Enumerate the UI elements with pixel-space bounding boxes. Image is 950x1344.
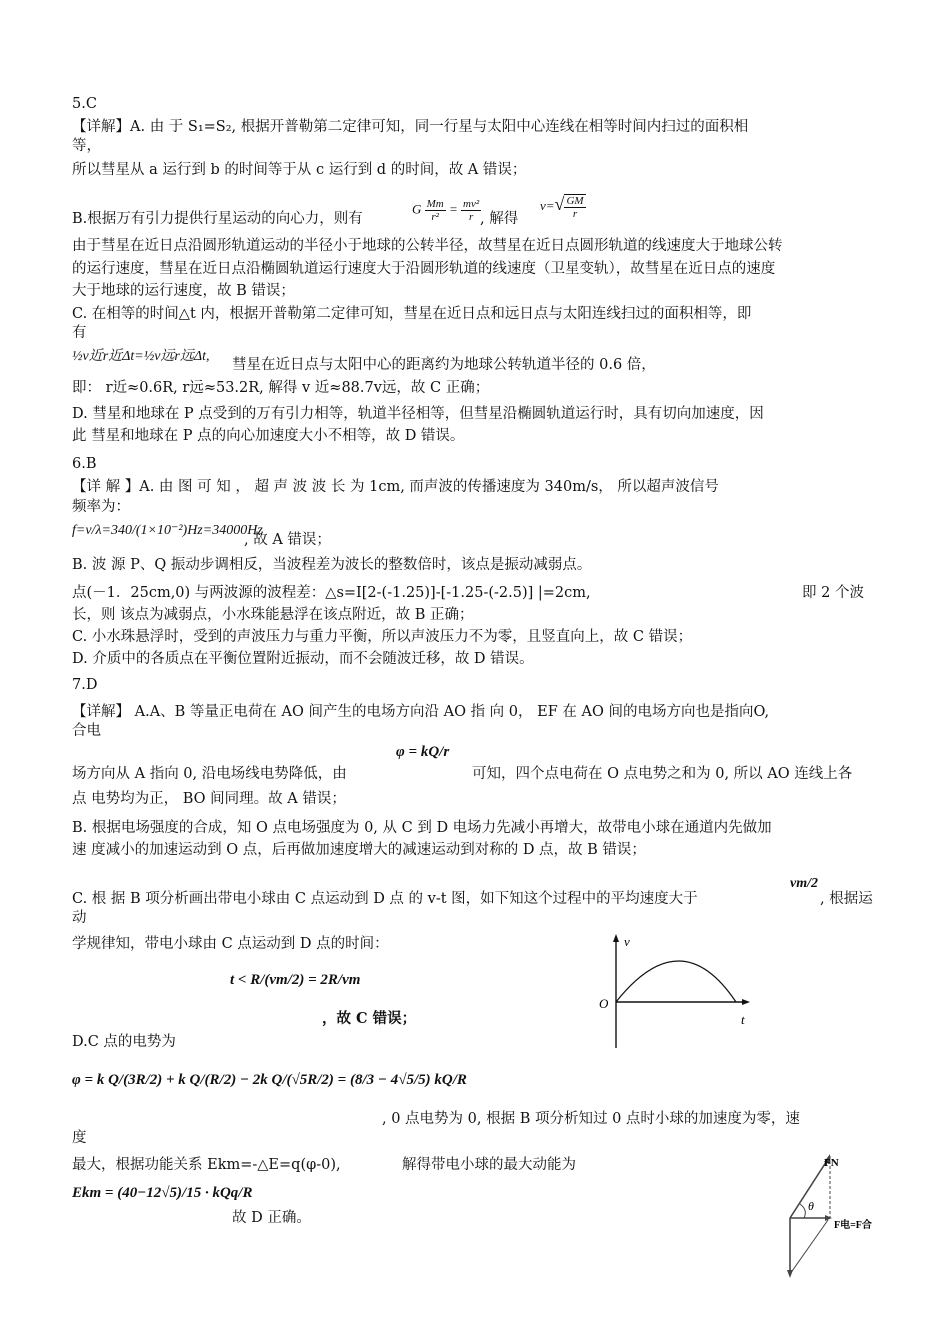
q7-line11: D.C 点的电势为 bbox=[72, 1034, 176, 1050]
v-t-graph bbox=[596, 930, 786, 1055]
q7-line13: 度 bbox=[72, 1130, 87, 1146]
q7-answer: 7.D bbox=[72, 677, 98, 693]
vm-half-formula: vm/2 bbox=[790, 876, 818, 891]
q5-line7: 大于地球的运行速度，故 B 错误； bbox=[72, 283, 295, 299]
q7-line4: 点 电势均为正， BO 间同理。故 A 错误； bbox=[72, 791, 346, 807]
q5-line4b: , 解得 bbox=[480, 211, 519, 227]
q7-line8: 动 bbox=[72, 910, 87, 926]
q6-line2: 频率为： bbox=[72, 499, 130, 515]
force-diagram bbox=[770, 1148, 890, 1284]
q5-line6: 的运行速度，彗星在近日点沿椭圆轨道运行速度大于沿圆形轨道的线速度（卫星变轨），故彗星在近日点的速度 bbox=[72, 261, 776, 277]
q7-line7b: , 根据运 bbox=[820, 891, 873, 907]
Ekm-formula: Ekm = (40−12√5)/15 · kQq/R bbox=[72, 1185, 253, 1201]
q6-answer: 6.B bbox=[72, 456, 97, 472]
theta-label: θ bbox=[808, 1199, 814, 1213]
phiC-formula: φ = k Q/(3R/2) + k Q/(R/2) − 2k Q/(√5R/2) = (8/3 − 4√5/5) kQ/R bbox=[72, 1072, 467, 1088]
q5-line8: C. 在相等的时间△t 内，根据开普勒第二定律可知，彗星在近日点和远日点与太阳连线扫过的面积相等，即 bbox=[72, 306, 752, 322]
q7-line10: ，故 C 错误； bbox=[322, 1010, 417, 1027]
t-axis-label: t bbox=[741, 1012, 745, 1027]
q7-line9: 学规律知，带电小球由 C 点运动到 D 点的时间： bbox=[72, 936, 389, 952]
q7-line14a: 最大，根据功能关系 Ekm=-△E=q(φ-0), bbox=[72, 1157, 341, 1173]
q5-answer: 5.C bbox=[72, 96, 97, 112]
q5-line10: 彗星在近日点与太阳中心的距离约为地球公转轨道半径的 0.6 倍， bbox=[232, 357, 656, 373]
q5-line13: 此 彗星和地球在 P 点的向心加速度大小不相等，故 D 错误。 bbox=[72, 428, 465, 444]
q7-line7a: C. 根 据 B 项分析画出带电小球由 C 点运动到 D 点 的 v-t 图，如下知这个过程中的平均速度大于 bbox=[72, 891, 698, 907]
q7-line14b: 解得带电小球的最大动能为 bbox=[402, 1157, 576, 1173]
velocity-formula: v=√ $\frac{GM}{r}$ bbox=[540, 194, 584, 221]
q6-line5b: 即 2 个波 bbox=[802, 585, 864, 601]
q5-line1: 【详解】A. 由 于 S₁=S₂, 根据开普勒第二定律可知，同一行星与太阳中心连线在相等时间内扫过的面积相 bbox=[72, 119, 749, 135]
q6-line8: D. 介质中的各质点在平衡位置附近振动，而不会随波迁移，故 D 错误。 bbox=[72, 651, 534, 667]
q5-line2: 等， bbox=[72, 138, 101, 154]
origin-label: O bbox=[599, 996, 609, 1011]
q5-line5: 由于彗星在近日点沿圆形轨道运动的半径小于地球的公转半径，故彗星在近日点圆形轨道的线速度大于地球公转 bbox=[72, 238, 783, 254]
q7-line12: , 0 点电势为 0, 根据 B 项分析知过 0 点时小球的加速度为零，速 bbox=[382, 1111, 800, 1127]
q6-line3: , 故 A 错误； bbox=[244, 532, 331, 548]
q7-line15: 故 D 正确。 bbox=[232, 1210, 311, 1226]
frequency-formula: f=v/λ=340/(1×10⁻²)Hz=34000Hz bbox=[72, 523, 263, 538]
gravity-formula: G $\frac{Mm}{\text{r²}}$ = $\frac{\text{mv²}}{r}$ bbox=[412, 198, 480, 223]
q5-line11: 即： r近≈0.6R, r远≈53.2R, 解得 v 近≈88.7v远，故 C 正确； bbox=[72, 380, 490, 396]
time-formula: t < R/(vm/2) = 2R/vm bbox=[230, 972, 361, 988]
potential-formula: φ = kQ/r bbox=[396, 744, 450, 760]
fn-label: FN bbox=[824, 1157, 839, 1169]
kepler-formula: ½v近r近Δt=½v远r远Δt, bbox=[72, 349, 210, 364]
q5-line12: D. 彗星和地球在 P 点受到的万有引力相等，轨道半径相等，但彗星沿椭圆轨道运行时，具有切向加速度，因 bbox=[72, 406, 764, 422]
q5-line3: 所以彗星从 a 运行到 b 的时间等于从 c 运行到 d 的时间，故 A 错误； bbox=[72, 162, 527, 178]
q5-line9: 有 bbox=[72, 325, 87, 341]
q7-line6: 速 度减小的加速运动到 O 点，后再做加速度增大的减速运动到对称的 D 点，故 B 错误； bbox=[72, 842, 646, 858]
q7-line5: B. 根据电场强度的合成，知 O 点电场强度为 0, 从 C 到 D 电场力先减小再增大，故带电小球在通道内先做加 bbox=[72, 820, 772, 836]
q7-line3a: 场方向从 A 指向 0, 沿电场线电势降低，由 bbox=[72, 766, 347, 782]
q6-line1: 【详 解 】A. 由 图 可 知 ， 超 声 波 波 长 为 1cm, 而声波的传播速度为 340m/s， 所以超声波信号 bbox=[72, 479, 719, 495]
q7-line2: 合电 bbox=[72, 723, 101, 739]
q6-line5a: 点(－1．25cm,0) 与两波源的波程差：△s=I[2-(-1.25)]-[-1.25-(-2.5)] |=2cm, bbox=[72, 585, 591, 601]
q5-line4a: B.根据万有引力提供行星运动的向心力，则有 bbox=[72, 211, 363, 227]
q6-line6: 长，则 该点为减弱点，小水珠能悬浮在该点附近，故 B 正确； bbox=[72, 607, 474, 623]
q7-line3b: 可知，四个点电荷在 O 点电势之和为 0, 所以 AO 连线上各 bbox=[472, 766, 853, 782]
fe-label: F电=F合 bbox=[834, 1220, 872, 1231]
q6-line4: B. 波 源 P、Q 振动步调相反，当波程差为波长的整数倍时，该点是振动减弱点。 bbox=[72, 557, 592, 573]
q7-line1: 【详解】 A.A、B 等量正电荷在 AO 间产生的电场方向沿 AO 指 向 0， EF 在 AO 间的电场方向也是指向O, bbox=[72, 704, 770, 720]
q6-line7: C. 小水珠悬浮时，受到的声波压力与重力平衡，所以声波压力不为零，且竖直向上，故 C 错误； bbox=[72, 629, 693, 645]
v-axis-label: v bbox=[624, 934, 630, 949]
